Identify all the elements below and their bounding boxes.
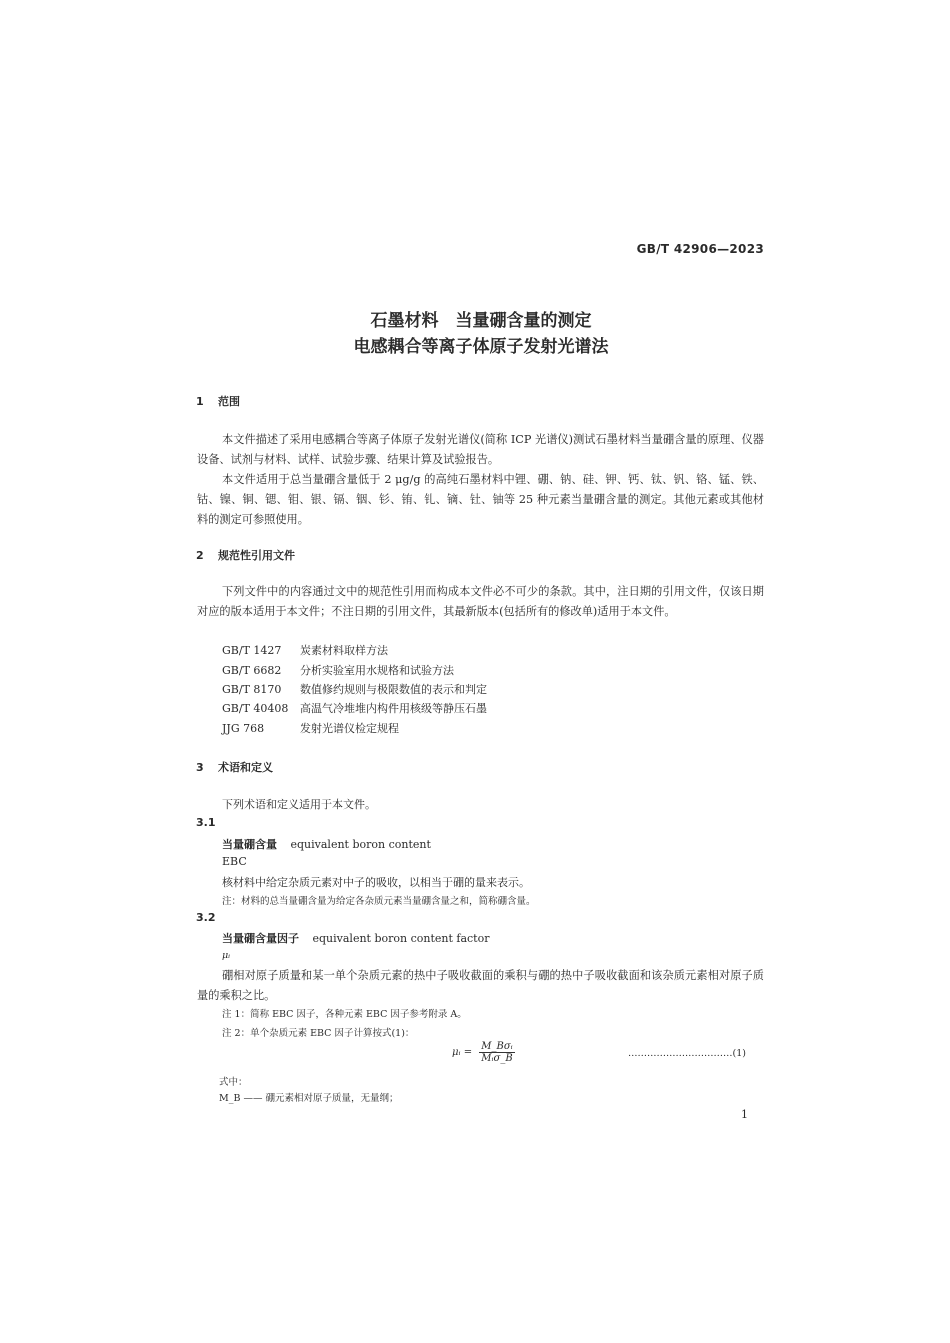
doc-number: GB/T 42906—2023 bbox=[636, 242, 764, 256]
ref-item bbox=[222, 662, 454, 678]
ref-item bbox=[222, 681, 487, 697]
term-3-2-number: 3.2 bbox=[196, 911, 216, 924]
formula-denominator: Mᵢσ_B bbox=[481, 1053, 513, 1064]
section-number: 1 bbox=[196, 395, 204, 408]
term-3-1-number: 3.1 bbox=[196, 816, 216, 829]
ref-code: JJG 768 bbox=[222, 722, 265, 735]
section-1-heading bbox=[196, 393, 240, 409]
term-zh: 当量硼含量因子 bbox=[222, 932, 299, 945]
term-3-2-definition: 硼相对原子质量和某一单个杂质元素的热中子吸收截面的乘积与硼的热中子吸收截面和该杂质元素相对原子质量的乘积之比。 bbox=[197, 969, 764, 1002]
term-3-2-name bbox=[222, 930, 489, 946]
section-title: 术语和定义 bbox=[218, 761, 273, 774]
ref-title: 高温气冷堆堆内构件用核级等静压石墨 bbox=[300, 702, 487, 715]
formula-1-tag: ……………………………(1) bbox=[628, 1048, 746, 1059]
formula-numerator: M_Bσᵢ bbox=[481, 1041, 513, 1052]
ref-code: GB/T 8170 bbox=[222, 683, 282, 696]
term-3-2-symbol: μᵢ bbox=[222, 950, 231, 961]
ref-title: 数值修约规则与极限数值的表示和判定 bbox=[300, 683, 487, 696]
ref-item bbox=[222, 642, 388, 658]
section-2-heading bbox=[196, 547, 295, 563]
term-3-1-abbr: EBC bbox=[222, 855, 247, 868]
section-title: 规范性引用文件 bbox=[218, 549, 295, 562]
section-title: 范围 bbox=[218, 395, 240, 408]
term-3-1-name bbox=[222, 836, 431, 852]
term-en: equivalent boron content bbox=[290, 838, 431, 851]
ref-title: 炭素材料取样方法 bbox=[300, 644, 388, 657]
section-1-para-2: 本文件适用于总当量硼含量低于 2 μg/g 的高纯石墨材料中锂、硼、钠、硅、钾、钙、钛、钒、铬、锰、铁、钴、镍、铜、锶、钼、银、镉、铟、钐、铕、钆、镝、钍、铀等 25 种元素当量硼含量的测定。其他元素或其他材料的测定可参照使用。 bbox=[197, 473, 764, 526]
term-3-2-note-2: 注 2：单个杂质元素 EBC 因子计算按式(1)： bbox=[222, 1028, 415, 1039]
section-3-intro: 下列术语和定义适用于本文件。 bbox=[222, 798, 376, 811]
ref-title: 分析实验室用水规格和试验方法 bbox=[300, 664, 454, 677]
ref-code: GB/T 6682 bbox=[222, 664, 282, 677]
formula-fraction bbox=[479, 1041, 514, 1064]
section-1-para-1: 本文件描述了采用电感耦合等离子体原子发射光谱仪(简称 ICP 光谱仪)测试石墨材料当量硼含量的原理、仪器设备、试剂与材料、试样、试验步骤、结果计算及试验报告。 bbox=[197, 433, 764, 466]
ref-item bbox=[222, 720, 399, 736]
title-line-2: 电感耦合等离子体原子发射光谱法 bbox=[353, 337, 609, 357]
formula-lhs: μᵢ = bbox=[452, 1047, 473, 1058]
page-number: 1 bbox=[741, 1108, 748, 1121]
formula-1 bbox=[452, 1041, 515, 1064]
title-line-1: 石墨材料 当量硼含量的测定 bbox=[370, 311, 592, 331]
term-en: equivalent boron content factor bbox=[312, 932, 490, 945]
formula-variable-1: M_B —— 硼元素相对原子质量，无量纲； bbox=[219, 1093, 399, 1104]
ref-title: 发射光谱仪检定规程 bbox=[300, 722, 399, 735]
term-3-2-note-1: 注 1：简称 EBC 因子，各种元素 EBC 因子参考附录 A。 bbox=[222, 1009, 467, 1020]
formula-where: 式中： bbox=[219, 1077, 248, 1088]
ref-code: GB/T 40408 bbox=[222, 702, 289, 715]
section-number: 2 bbox=[196, 549, 204, 562]
ref-code: GB/T 1427 bbox=[222, 644, 282, 657]
section-2-para: 下列文件中的内容通过文中的规范性引用而构成本文件必不可少的条款。其中，注日期的引用文件，仅该日期对应的版本适用于本文件；不注日期的引用文件，其最新版本(包括所有的修改单)适用于本文件。 bbox=[197, 585, 764, 618]
ref-item bbox=[222, 700, 487, 716]
term-3-1-note: 注：材料的总当量硼含量为给定各杂质元素当量硼含量之和，简称硼含量。 bbox=[222, 896, 536, 907]
term-zh: 当量硼含量 bbox=[222, 838, 277, 851]
section-number: 3 bbox=[196, 761, 204, 774]
term-3-1-definition: 核材料中给定杂质元素对中子的吸收，以相当于硼的量来表示。 bbox=[222, 876, 530, 889]
section-3-heading bbox=[196, 759, 273, 775]
